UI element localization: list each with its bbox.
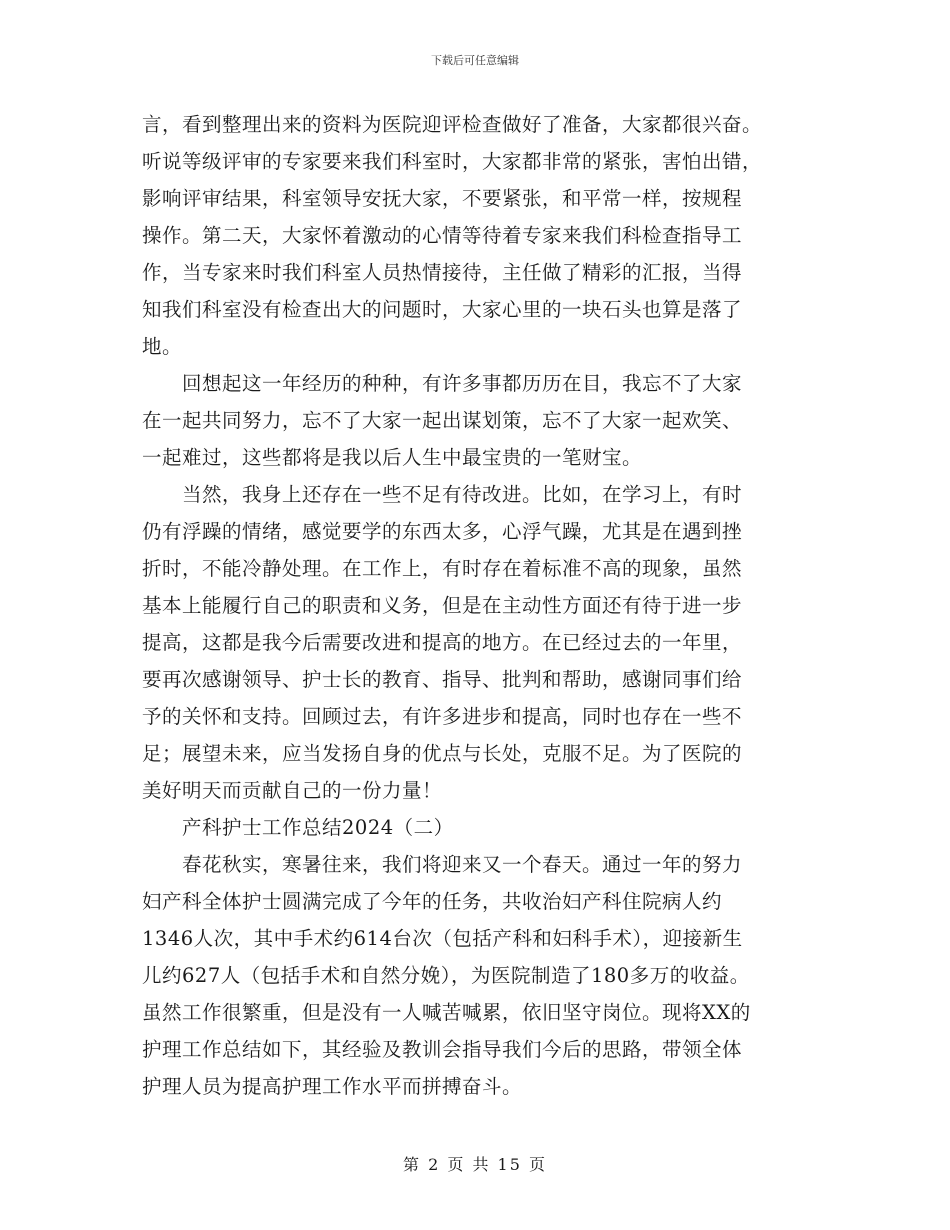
text-line: 在一起共同努力，忘不了大家一起出谋划策，忘不了大家一起欢笑、 bbox=[142, 409, 743, 432]
text-line: 当然，我身上还存在一些不足有待改进。比如，在学习上，有时 bbox=[142, 483, 743, 506]
section-heading: 产科护士工作总结2024（二） bbox=[142, 816, 454, 839]
text-line: 虽然工作很繁重，但是没有一人喊苦喊累，依旧坚守岗位。现将XX的 bbox=[142, 1001, 751, 1024]
text-line: 听说等级评审的专家要来我们科室时，大家都非常的紧张，害怕出错， bbox=[142, 150, 763, 173]
text-line: 折时，不能冷静处理。在工作上，有时存在着标准不高的现象，虽然 bbox=[142, 557, 743, 580]
text-line: 基本上能履行自己的职责和义务，但是在主动性方面还有待于进一步 bbox=[142, 594, 743, 617]
text-line: 1346人次，其中手术约614台次（包括产科和妇科手术），迎接新生 bbox=[142, 927, 743, 950]
text-line: 一起难过，这些都将是我以后人生中最宝贵的一笔财宝。 bbox=[142, 446, 643, 469]
text-line: 仍有浮躁的情绪，感觉要学的东西太多，心浮气躁，尤其是在遇到挫 bbox=[142, 520, 743, 543]
text-line: 地。 bbox=[142, 335, 183, 358]
text-line: 美好明天而贡献自己的一份力量！ bbox=[142, 779, 443, 802]
text-line: 操作。第二天，大家怀着激动的心情等待着专家来我们科检查指导工 bbox=[142, 224, 743, 247]
text-line: 作，当专家来时我们科室人员热情接待，主任做了精彩的汇报，当得 bbox=[142, 261, 743, 284]
text-line: 护理人员为提高护理工作水平而拼搏奋斗。 bbox=[142, 1075, 523, 1098]
page-number-footer: 第 2 页 共 15 页 bbox=[403, 1155, 547, 1174]
text-line: 予的关怀和支持。回顾过去，有许多进步和提高，同时也存在一些不 bbox=[142, 705, 743, 728]
text-line: 护理工作总结如下，其经验及教训会指导我们今后的思路，带领全体 bbox=[142, 1038, 743, 1061]
text-line: 儿约627人（包括手术和自然分娩），为医院制造了180多万的收益。 bbox=[142, 964, 750, 987]
text-line: 言，看到整理出来的资料为医院迎评检查做好了准备，大家都很兴奋。 bbox=[142, 113, 763, 136]
text-line: 知我们科室没有检查出大的问题时，大家心里的一块石头也算是落了 bbox=[142, 298, 743, 321]
text-line: 妇产科全体护士圆满完成了今年的任务，共收治妇产科住院病人约 bbox=[142, 890, 723, 913]
text-line: 春花秋实，寒暑往来，我们将迎来又一个春天。通过一年的努力 bbox=[142, 853, 743, 876]
text-line: 要再次感谢领导、护士长的教育、指导、批判和帮助，感谢同事们给 bbox=[142, 668, 743, 691]
text-line: 影响评审结果，科室领导安抚大家，不要紧张，和平常一样，按规程 bbox=[142, 187, 743, 210]
text-line: 提高，这都是我今后需要改进和提高的地方。在已经过去的一年里， bbox=[142, 631, 743, 654]
text-line: 回想起这一年经历的种种，有许多事都历历在目，我忘不了大家 bbox=[142, 372, 743, 395]
page-header: 下载后可任意编辑 bbox=[431, 54, 519, 67]
text-line: 足；展望未来，应当发扬自身的优点与长处，克服不足。为了医院的 bbox=[142, 742, 743, 765]
document-body bbox=[142, 106, 812, 1105]
